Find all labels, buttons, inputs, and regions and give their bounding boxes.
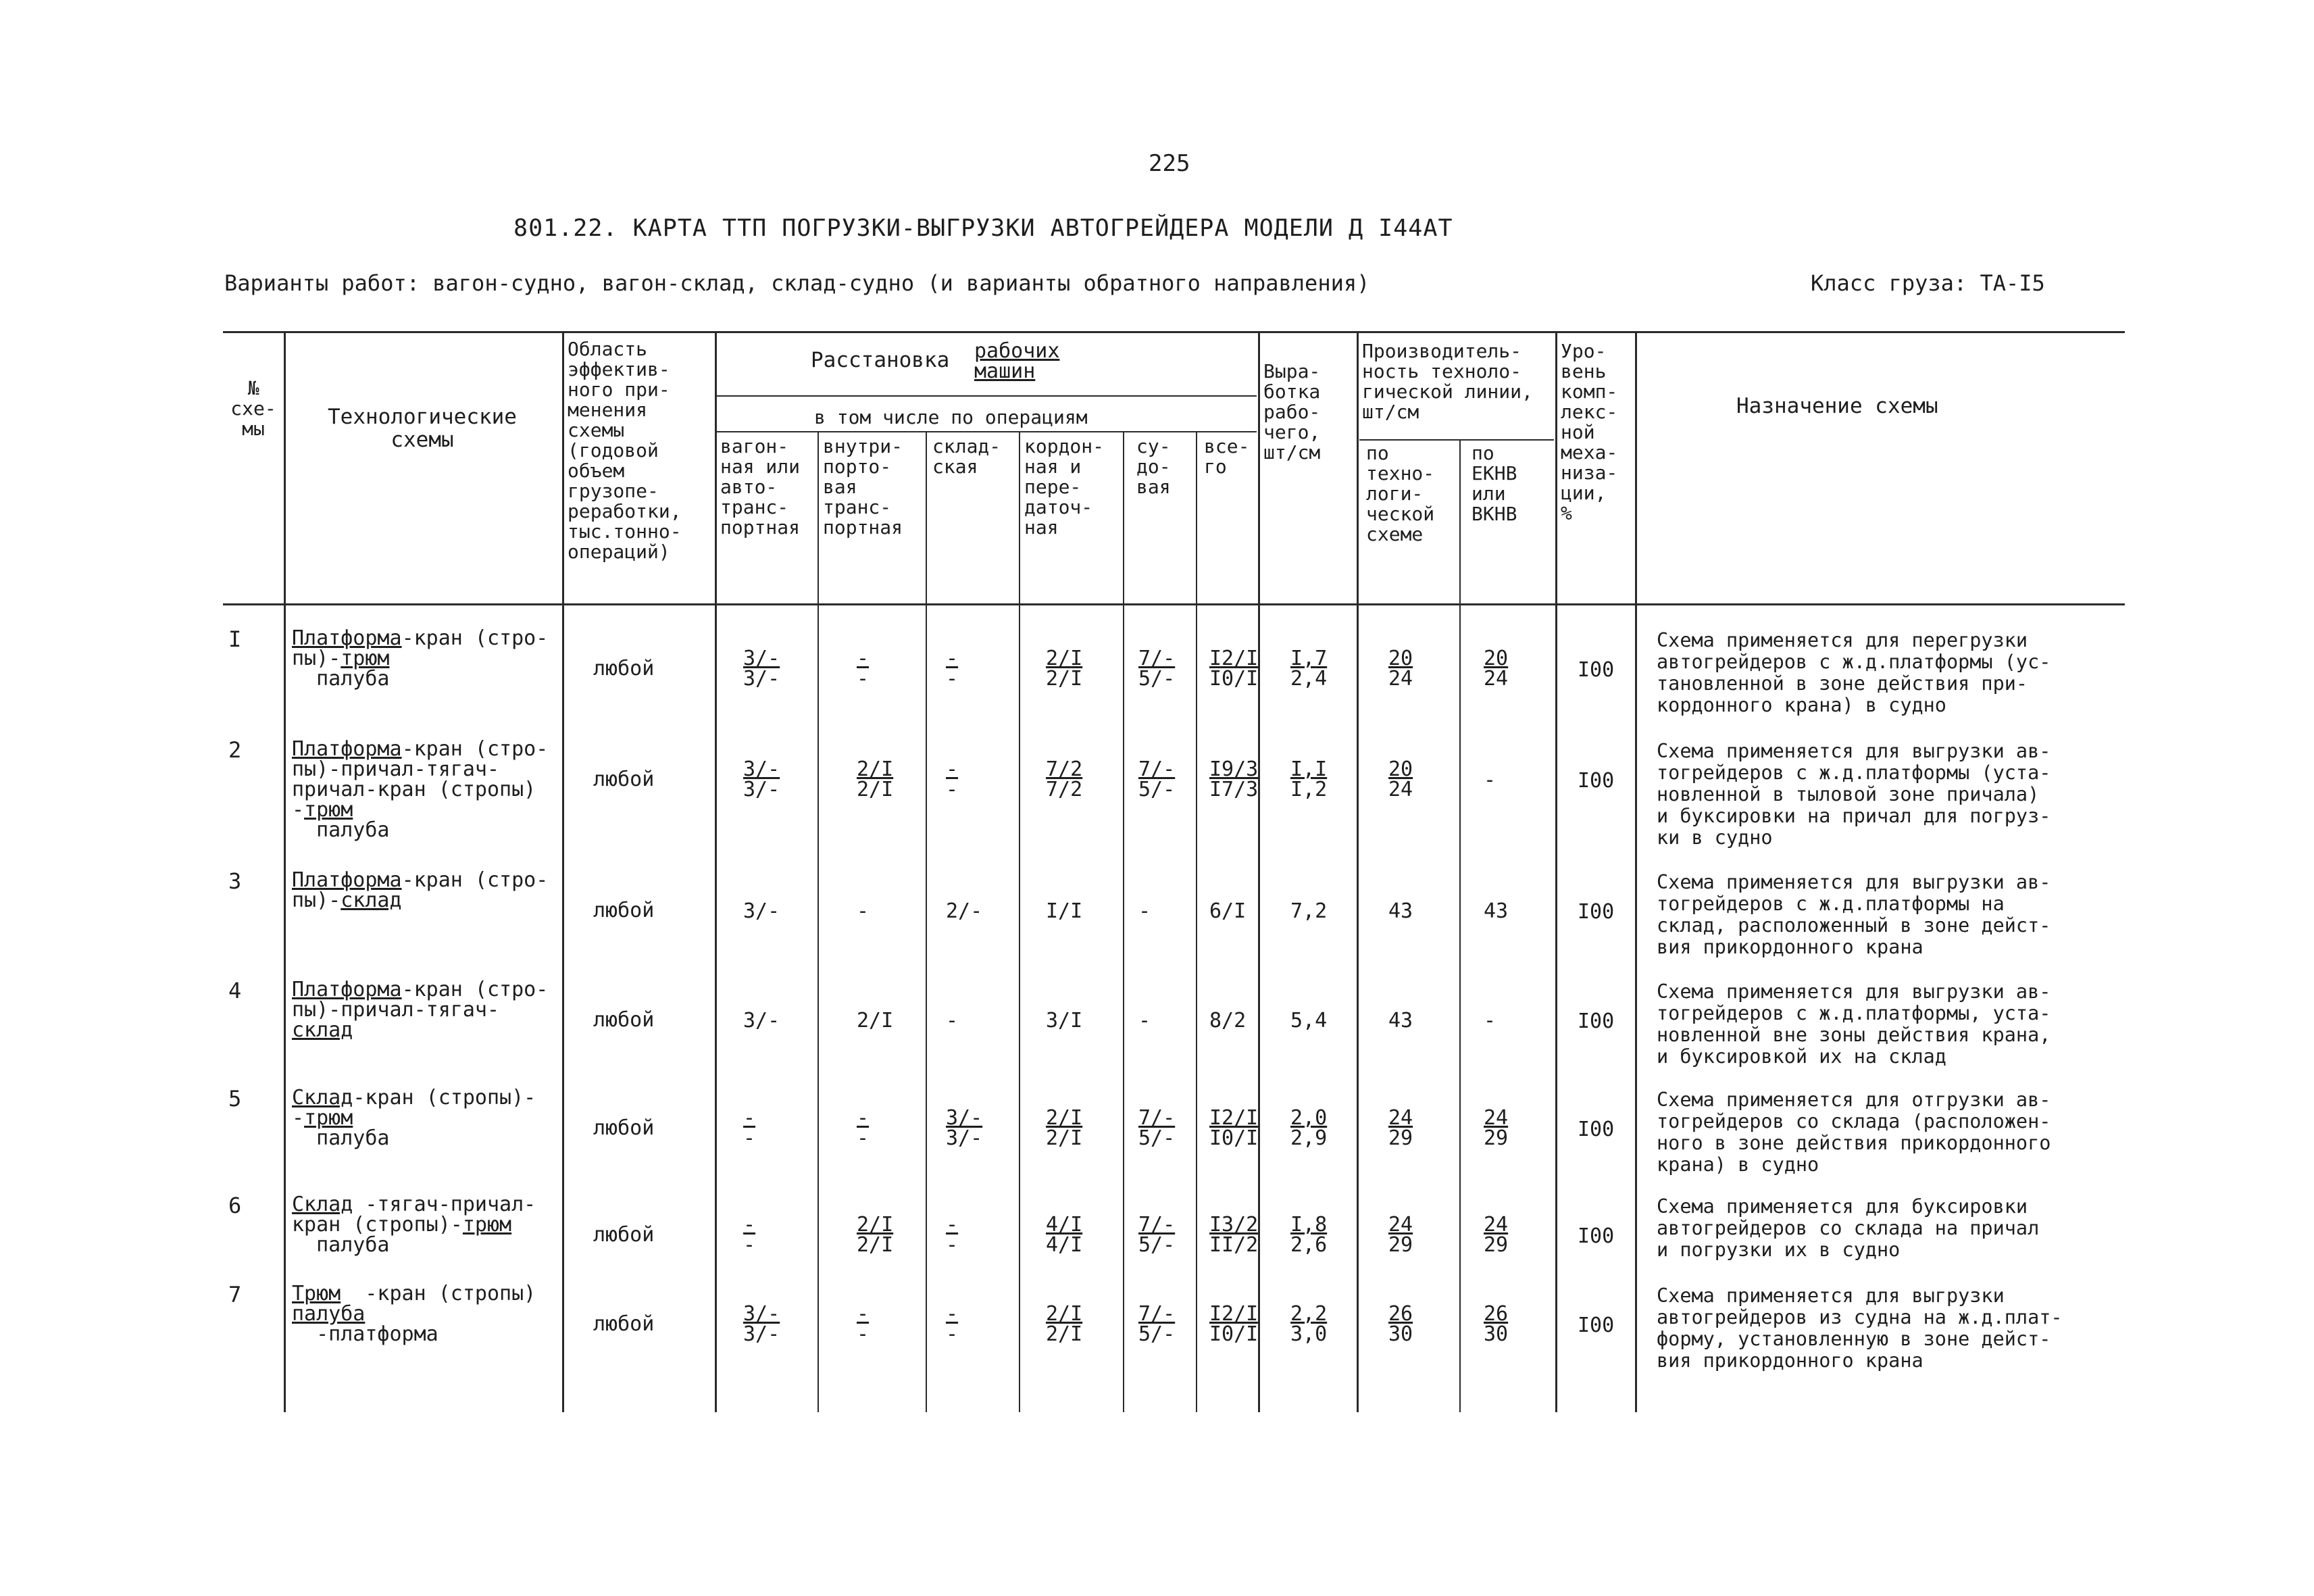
op-inport-bottom: - [857, 1126, 870, 1150]
op-warehouse-value: - [946, 1009, 959, 1032]
prod-by-scheme-top: 26 [1388, 1302, 1413, 1326]
op-ship-bottom: 5/- [1138, 1233, 1176, 1257]
mechanization-level: I00 [1578, 1009, 1615, 1033]
prod-by-eknv-bottom: 24 [1484, 667, 1509, 691]
op-cordon-bottom: 7/2 [1046, 778, 1083, 801]
prod-by-scheme-top: 20 [1388, 757, 1413, 781]
mechanization-level: I00 [1578, 1224, 1615, 1248]
op-ship-top: 7/- [1138, 757, 1176, 781]
worker-output-bottom: 2,6 [1290, 1233, 1328, 1257]
worker-output [1290, 649, 1327, 689]
worker-output-bottom: 2,9 [1290, 1126, 1328, 1150]
op-wagon [743, 1108, 755, 1149]
op-wagon [743, 1011, 780, 1031]
op-cordon-bottom: 2/I [1046, 1126, 1083, 1150]
op-warehouse [946, 1011, 958, 1031]
op-wagon-top: 3/- [743, 757, 780, 781]
scheme-purpose: Схема применяется для выгрузки ав- тогрейдеров с ж.д.платформы (уста- новленной в тыловой зоне причала) и буксировки на причал для погруз- ки в судно [1657, 740, 2051, 849]
op-cordon-top: 4/I [1046, 1213, 1083, 1237]
op-warehouse-bottom: - [946, 1322, 959, 1346]
op-cordon [1046, 1011, 1082, 1031]
scheme-tail: палуба [316, 1126, 390, 1150]
op-inport [857, 649, 869, 689]
op-warehouse-top: - [946, 757, 959, 781]
prod-by-eknv-top: 24 [1484, 1106, 1509, 1130]
op-cordon-top: 7/2 [1046, 757, 1083, 781]
row-area: любой [593, 1223, 655, 1247]
row-area: любой [593, 1312, 655, 1336]
prod-by-eknv-bottom: 29 [1484, 1126, 1509, 1150]
op-ship [1138, 1011, 1151, 1031]
worker-output-top: I,7 [1290, 647, 1328, 670]
header-worker-output: Выра- ботка рабо- чего, шт/см [1263, 360, 1321, 464]
op-ship-top: 7/- [1138, 647, 1176, 670]
op-cordon-value: I/I [1046, 899, 1083, 923]
prod-by-eknv [1484, 901, 1508, 922]
op-total-top: I2/I [1209, 1302, 1259, 1326]
mechanization-level: I00 [1578, 658, 1615, 682]
prod-by-scheme [1388, 1304, 1413, 1345]
op-total [1209, 649, 1258, 689]
scheme-start: Склад [292, 1193, 353, 1216]
op-warehouse [946, 1215, 958, 1255]
prod-by-eknv [1484, 1215, 1508, 1255]
row-number: 5 [228, 1086, 242, 1112]
op-warehouse [946, 901, 982, 922]
op-total-top: I3/2 [1209, 1213, 1259, 1237]
op-warehouse [946, 649, 958, 689]
op-ship-value: - [1138, 899, 1151, 923]
scheme-start: Трюм [292, 1282, 341, 1305]
prod-by-scheme-bottom: 24 [1388, 778, 1413, 801]
row-scheme [292, 628, 548, 689]
row-area: любой [593, 768, 655, 791]
scheme-purpose: Схема применяется для выгрузки автогрейдеров из судна на ж.д.плат- форму, установленную в зоне дейст- вия прикордонного крана [1657, 1285, 2063, 1372]
op-inport-value: - [857, 899, 870, 923]
op-total-bottom: II/2 [1209, 1233, 1259, 1257]
prod-by-scheme-value: 43 [1388, 899, 1413, 923]
op-wagon-top: 3/- [743, 647, 780, 670]
op-warehouse-top: - [946, 1213, 959, 1237]
op-total [1209, 759, 1258, 800]
page-title: 801.22. КАРТА ТТП ПОГРУЗКИ-ВЫГРУЗКИ АВТОГРЕЙДЕРА МОДЕЛИ Д I44АТ [513, 215, 1453, 242]
header-arrangement: Расстановка [811, 348, 950, 372]
mechanization-level: I00 [1578, 1314, 1615, 1337]
op-wagon-bottom: 3/- [743, 1322, 780, 1346]
worker-output-bottom: 3,0 [1290, 1322, 1328, 1346]
scheme-tail: палуба [316, 667, 390, 691]
op-ship [1138, 1304, 1175, 1345]
page-number: 225 [1149, 150, 1190, 177]
row-area: любой [593, 899, 655, 922]
header-op-wagon: вагон- ная или авто- транс- портная [720, 435, 801, 539]
op-wagon [743, 901, 780, 922]
op-inport [857, 901, 869, 922]
prod-by-scheme-bottom: 29 [1388, 1126, 1413, 1150]
prod-by-scheme [1388, 759, 1413, 800]
op-wagon [743, 1215, 755, 1255]
worker-output-top: 2,0 [1290, 1106, 1328, 1130]
prod-by-eknv [1484, 770, 1496, 791]
op-wagon-value: 3/- [743, 1009, 780, 1032]
op-cordon [1046, 759, 1082, 800]
op-total-top: I9/3 [1209, 757, 1259, 781]
op-inport-top: - [857, 647, 870, 670]
prod-by-scheme [1388, 1108, 1413, 1149]
op-ship-bottom: 5/- [1138, 1126, 1176, 1150]
op-ship-bottom: 5/- [1138, 778, 1176, 801]
row-number: 4 [228, 978, 242, 1003]
prod-by-scheme-top: 24 [1388, 1106, 1413, 1130]
worker-output-bottom: 2,4 [1290, 667, 1328, 691]
prod-by-scheme-bottom: 29 [1388, 1233, 1413, 1257]
op-cordon-top: 2/I [1046, 647, 1083, 670]
op-warehouse [946, 759, 958, 800]
op-total-top: I2/I [1209, 1106, 1259, 1130]
prod-by-scheme-top: 20 [1388, 647, 1413, 670]
header-scheme-purpose: Назначение схемы [1736, 394, 1938, 418]
op-cordon [1046, 1215, 1082, 1255]
prod-by-scheme-value: 43 [1388, 1009, 1413, 1032]
op-ship-top: 7/- [1138, 1302, 1176, 1326]
prod-by-eknv-top: 24 [1484, 1213, 1509, 1237]
op-total-bottom: I0/I [1209, 1126, 1259, 1150]
prod-by-eknv [1484, 649, 1508, 689]
prod-by-eknv-value: - [1484, 1009, 1496, 1032]
op-wagon-top: - [743, 1213, 756, 1237]
op-wagon-top: - [743, 1106, 756, 1130]
mechanization-level: I00 [1578, 769, 1615, 793]
scheme-middle: -тягач-причал- кран (стропы)- [292, 1193, 536, 1237]
prod-by-scheme [1388, 901, 1413, 922]
op-inport [857, 1011, 893, 1031]
op-wagon-bottom: 3/- [743, 667, 780, 691]
worker-output-bottom: I,2 [1290, 778, 1328, 801]
op-inport [857, 759, 893, 800]
op-wagon-bottom: - [743, 1233, 756, 1257]
op-warehouse [946, 1304, 958, 1345]
scheme-middle: -кран (стропы) [365, 1282, 536, 1305]
row-number: I [228, 626, 242, 652]
op-warehouse-bottom: - [946, 778, 959, 801]
work-variants: Варианты работ: вагон-судно, вагон-склад, склад-судно (и варианты обратного направления) [224, 270, 1370, 296]
op-total-bottom: I7/3 [1209, 778, 1259, 801]
scheme-middle: -кран (стро- пы)-причал-тягач- причал-кран (стропы) - [292, 737, 549, 822]
worker-output [1290, 1304, 1327, 1345]
op-ship [1138, 759, 1175, 800]
scheme-purpose: Схема применяется для отгрузки ав- тогрейдеров со склада (расположен- ного в зоне действия прикордонного крана) в судно [1657, 1089, 2051, 1176]
header-prod-by-scheme: по техно- логи- ческой схеме [1366, 442, 1435, 545]
prod-by-eknv-top: 26 [1484, 1302, 1509, 1326]
op-ship-top: 7/- [1138, 1106, 1176, 1130]
op-total [1209, 1215, 1258, 1255]
op-warehouse-top: 3/- [946, 1106, 983, 1130]
header-application-area: Область эффектив- ного при- менения схемы (годовой объем грузопе- реработки, тыс.тонно- операций) [568, 338, 682, 563]
worker-output [1290, 759, 1327, 800]
prod-by-scheme [1388, 1215, 1413, 1255]
row-number: 7 [228, 1282, 242, 1307]
op-inport-top: - [857, 1302, 870, 1326]
scheme-end: трюм [341, 647, 390, 670]
prod-by-scheme [1388, 1011, 1413, 1031]
scheme-end: трюм [304, 1106, 353, 1130]
prod-by-scheme-bottom: 24 [1388, 667, 1413, 691]
op-warehouse [946, 1108, 982, 1149]
header-arrangement-machines: рабочих машин [974, 339, 1060, 383]
op-total-value: 8/2 [1209, 1009, 1247, 1032]
scheme-end: палуба [292, 1302, 366, 1326]
scheme-end: склад [292, 1018, 353, 1042]
op-total-value: 6/I [1209, 899, 1247, 923]
op-ship-top: 7/- [1138, 1213, 1176, 1237]
scheme-purpose: Схема применяется для буксировки автогрейдеров со склада на причал и погрузки их в судно [1657, 1195, 2040, 1261]
op-inport-value: 2/I [857, 1009, 894, 1032]
scheme-start: Склад [292, 1086, 353, 1109]
op-ship-value: - [1138, 1009, 1151, 1032]
header-including-operations: в том числе по операциям [814, 406, 1088, 428]
op-total-bottom: I0/I [1209, 667, 1259, 691]
op-ship-bottom: 5/- [1138, 1322, 1176, 1346]
op-inport-top: - [857, 1106, 870, 1130]
header-op-inport: внутри- порто- вая транс- портная [823, 435, 903, 539]
scheme-start: Платформа [292, 868, 402, 892]
worker-output [1290, 1011, 1327, 1031]
op-ship [1138, 1215, 1175, 1255]
cargo-class: Класс груза: ТА-I5 [1811, 270, 2045, 296]
row-area: любой [593, 657, 655, 680]
op-ship-bottom: 5/- [1138, 667, 1176, 691]
scheme-tail: -платформа [316, 1322, 438, 1346]
scheme-purpose: Схема применяется для выгрузки ав- тогрейдеров с ж.д.платформы, уста- новленной вне зоны действия крана, и буксировкой их на склад [1657, 980, 2051, 1068]
header-productivity: Производитель- ность техноло- гической линии, шт/см [1362, 340, 1533, 423]
row-area: любой [593, 1008, 655, 1032]
row-scheme [292, 739, 548, 841]
scheme-start: Платформа [292, 978, 402, 1001]
row-scheme [292, 980, 548, 1041]
mechanization-level: I00 [1578, 900, 1615, 924]
worker-output-value: 5,4 [1290, 1009, 1328, 1032]
prod-by-eknv-value: - [1484, 768, 1496, 792]
prod-by-eknv [1484, 1108, 1508, 1149]
op-inport-bottom: 2/I [857, 1233, 894, 1257]
scheme-tail: палуба [316, 818, 390, 842]
worker-output [1290, 1215, 1327, 1255]
worker-output-top: I,I [1290, 757, 1328, 781]
row-scheme [292, 1088, 536, 1149]
op-cordon [1046, 649, 1082, 689]
op-ship [1138, 1108, 1175, 1149]
op-warehouse-top: - [946, 1302, 959, 1326]
op-total-bottom: I0/I [1209, 1322, 1259, 1346]
header-op-cordon: кордон- ная и пере- даточ- ная [1024, 435, 1105, 539]
op-warehouse-bottom: - [946, 667, 959, 691]
row-number: 6 [228, 1193, 242, 1218]
op-cordon [1046, 1108, 1082, 1149]
header-op-warehouse: склад- ская [932, 435, 1001, 478]
prod-by-eknv-bottom: 30 [1484, 1322, 1509, 1346]
scheme-tail: палуба [316, 1233, 390, 1257]
op-cordon-bottom: 2/I [1046, 667, 1083, 691]
op-warehouse-top: - [946, 647, 959, 670]
header-technological-schemes: Технологические схемы [328, 405, 517, 452]
prod-by-eknv-value: 43 [1484, 899, 1509, 923]
header-scheme-number: № схе- мы [230, 377, 276, 440]
prod-by-eknv-bottom: 29 [1484, 1233, 1509, 1257]
scheme-start: Платформа [292, 737, 402, 761]
header-op-total: все- го [1204, 435, 1250, 478]
op-cordon-bottom: 4/I [1046, 1233, 1083, 1257]
op-wagon [743, 759, 780, 800]
op-inport [857, 1215, 893, 1255]
op-cordon-top: 2/I [1046, 1106, 1083, 1130]
worker-output-top: I,8 [1290, 1213, 1328, 1237]
op-cordon [1046, 1304, 1082, 1345]
row-number: 3 [228, 868, 242, 894]
prod-by-scheme-bottom: 30 [1388, 1322, 1413, 1346]
prod-by-eknv-top: 20 [1484, 647, 1509, 670]
op-ship [1138, 901, 1151, 922]
header-op-ship: су- до- вая [1136, 435, 1171, 498]
scheme-purpose: Схема применяется для выгрузки ав- тогрейдеров с ж.д.платформы на склад, расположенный в зоне дейст- вия прикордонного крана [1657, 871, 2051, 958]
op-warehouse-bottom: 3/- [946, 1126, 983, 1150]
prod-by-eknv [1484, 1011, 1496, 1031]
row-scheme [292, 1195, 536, 1255]
worker-output [1290, 1108, 1327, 1149]
op-total [1209, 1304, 1258, 1345]
op-wagon-top: 3/- [743, 1302, 780, 1326]
row-scheme [292, 870, 548, 911]
op-cordon-bottom: 2/I [1046, 1322, 1083, 1346]
op-wagon-value: 3/- [743, 899, 780, 923]
mechanization-level: I00 [1578, 1118, 1615, 1141]
op-total [1209, 1011, 1246, 1031]
scheme-start: Платформа [292, 626, 402, 650]
op-inport-bottom: - [857, 1322, 870, 1346]
op-wagon-bottom: 3/- [743, 778, 780, 801]
scheme-middle: -кран (стро- пы)-причал-тягач- [292, 978, 549, 1022]
op-inport [857, 1108, 869, 1149]
prod-by-scheme [1388, 649, 1413, 689]
op-inport-bottom: 2/I [857, 778, 894, 801]
op-inport-top: 2/I [857, 1213, 894, 1237]
op-total [1209, 1108, 1258, 1149]
op-wagon [743, 1304, 780, 1345]
op-inport [857, 1304, 869, 1345]
scheme-end: трюм [304, 798, 353, 822]
op-warehouse-bottom: - [946, 1233, 959, 1257]
worker-output-top: 2,2 [1290, 1302, 1328, 1326]
op-wagon [743, 649, 780, 689]
op-inport-top: 2/I [857, 757, 894, 781]
scheme-end: трюм [462, 1213, 512, 1237]
row-number: 2 [228, 737, 242, 763]
scheme-middle: -кран (стропы)- - [292, 1086, 536, 1130]
worker-output [1290, 901, 1327, 922]
op-cordon-value: 3/I [1046, 1009, 1083, 1032]
op-wagon-bottom: - [743, 1126, 756, 1150]
scheme-end: склад [341, 889, 402, 912]
scheme-purpose: Схема применяется для перегрузки автогрейдеров с ж.д.платформы (ус- тановленной в зоне действия при- кордонного крана) в судно [1657, 629, 2051, 716]
op-total [1209, 901, 1246, 922]
prod-by-eknv [1484, 1304, 1508, 1345]
prod-by-scheme-top: 24 [1388, 1213, 1413, 1237]
op-cordon [1046, 901, 1082, 922]
row-area: любой [593, 1116, 655, 1140]
row-scheme [292, 1284, 536, 1345]
op-cordon-top: 2/I [1046, 1302, 1083, 1326]
op-warehouse-value: 2/- [946, 899, 983, 923]
header-prod-by-eknv: по ЕКНВ или ВКНВ [1472, 442, 1517, 525]
scheme-middle: -кран (стро- пы)- [292, 626, 549, 670]
worker-output-value: 7,2 [1290, 899, 1328, 923]
scheme-middle: -кран (стро- пы)- [292, 868, 549, 912]
op-ship [1138, 649, 1175, 689]
op-inport-bottom: - [857, 667, 870, 691]
header-mechanization-level: Уро- вень комп- лекс- ной меха- низа- ции, % [1561, 340, 1618, 524]
op-total-top: I2/I [1209, 647, 1259, 670]
